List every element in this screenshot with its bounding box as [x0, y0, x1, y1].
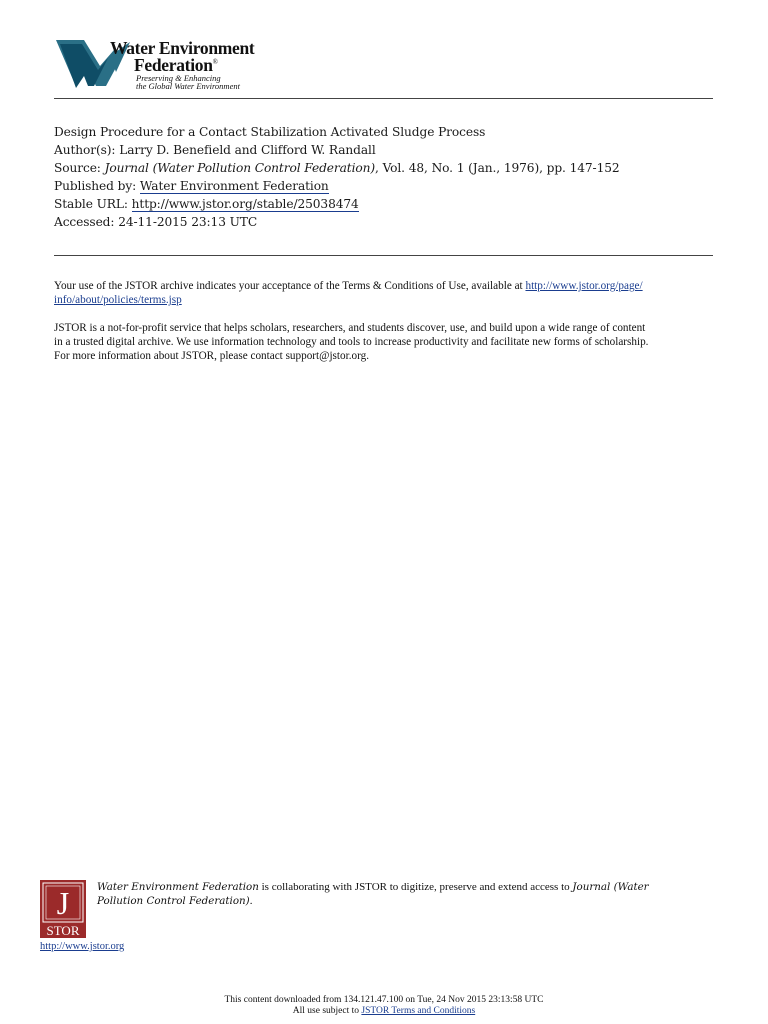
collab-journal-part1: Journal (Water — [572, 881, 649, 893]
collaboration-line-2 — [97, 895, 252, 907]
published-line — [54, 179, 329, 193]
terms-line-2 — [54, 293, 714, 307]
jstor-home-link[interactable]: http://www.jstor.org — [40, 941, 125, 952]
terms-link-part2[interactable]: info/about/policies/terms.jsp — [54, 294, 182, 306]
collab-end: . — [249, 895, 253, 907]
source-details: , Vol. 48, No. 1 (Jan., 1976), pp. 147-152 — [375, 161, 620, 175]
terms-link-part1[interactable]: http://www.jstor.org/page/ — [525, 280, 643, 292]
accessed-line — [54, 215, 257, 229]
source-line — [54, 161, 620, 175]
bottom-divider — [54, 255, 713, 256]
publisher-link[interactable]: Water Environment Federation — [139, 179, 329, 193]
authors-line — [54, 143, 376, 157]
collaboration-line-1 — [97, 881, 649, 893]
about-line: For more information about JSTOR, please contact support@jstor.org. — [54, 350, 370, 362]
about-line: JSTOR is a not-for-profit service that helps scholars, researchers, and students discover, use, and build upon a wide range of content — [54, 322, 646, 334]
article-title: Design Procedure for a Contact Stabilization Activated Sludge Process — [54, 125, 486, 139]
authors-value: Larry D. Benefield and Clifford W. Randall — [119, 143, 376, 157]
terms-paragraph — [54, 279, 714, 307]
download-line: This content downloaded from 134.121.47.100 on Tue, 24 Nov 2015 23:13:58 UTC — [224, 995, 544, 1005]
source-label: Source: — [54, 161, 101, 175]
logo-tagline-line2: the Global Water Environment — [136, 81, 240, 91]
logo-name-line2-text: Federation — [134, 55, 213, 75]
jstor-seal-icon — [40, 880, 86, 938]
stable-url-line — [54, 197, 359, 211]
stable-url-label: Stable URL: — [54, 197, 128, 211]
about-paragraph — [54, 321, 714, 363]
published-label: Published by: — [54, 179, 137, 193]
wef-logo — [54, 36, 284, 94]
collab-journal-part2: Pollution Control Federation) — [97, 895, 250, 907]
accessed-value: 24-11-2015 23:13 UTC — [118, 215, 258, 229]
authors-label: Author(s): — [54, 143, 116, 157]
logo-tagline-line1: Preserving & Enhancing — [136, 73, 221, 83]
logo-name-line2: Federation® — [134, 55, 218, 75]
about-line: in a trusted digital archive. We use information technology and tools to increase productivity and facilitate new forms of scholarship. — [54, 336, 649, 348]
collab-middle: is collaborating with JSTOR to digitize, preserve and extend access to — [258, 881, 573, 893]
jstor-terms-link[interactable]: JSTOR Terms and Conditions — [361, 1006, 476, 1016]
terms-footer-line — [0, 1006, 768, 1016]
jstor-wordmark: STOR — [46, 923, 80, 938]
terms-footer-prefix: All use subject to — [292, 1006, 362, 1016]
stable-url-link[interactable]: http://www.jstor.org/stable/25038474 — [131, 197, 359, 211]
top-divider — [54, 98, 713, 99]
jstor-logo — [40, 880, 86, 938]
terms-text: Your use of the JSTOR archive indicates your acceptance of the Terms & Conditions of Use, available at — [54, 280, 526, 292]
logo-name-line1: Water Environment — [110, 38, 255, 58]
terms-line-1 — [54, 279, 714, 293]
source-journal: Journal (Water Pollution Control Federation) — [104, 161, 376, 175]
jstor-letter: J — [56, 885, 70, 921]
collab-publisher: Water Environment Federation — [97, 881, 259, 893]
accessed-label: Accessed: — [54, 215, 115, 229]
